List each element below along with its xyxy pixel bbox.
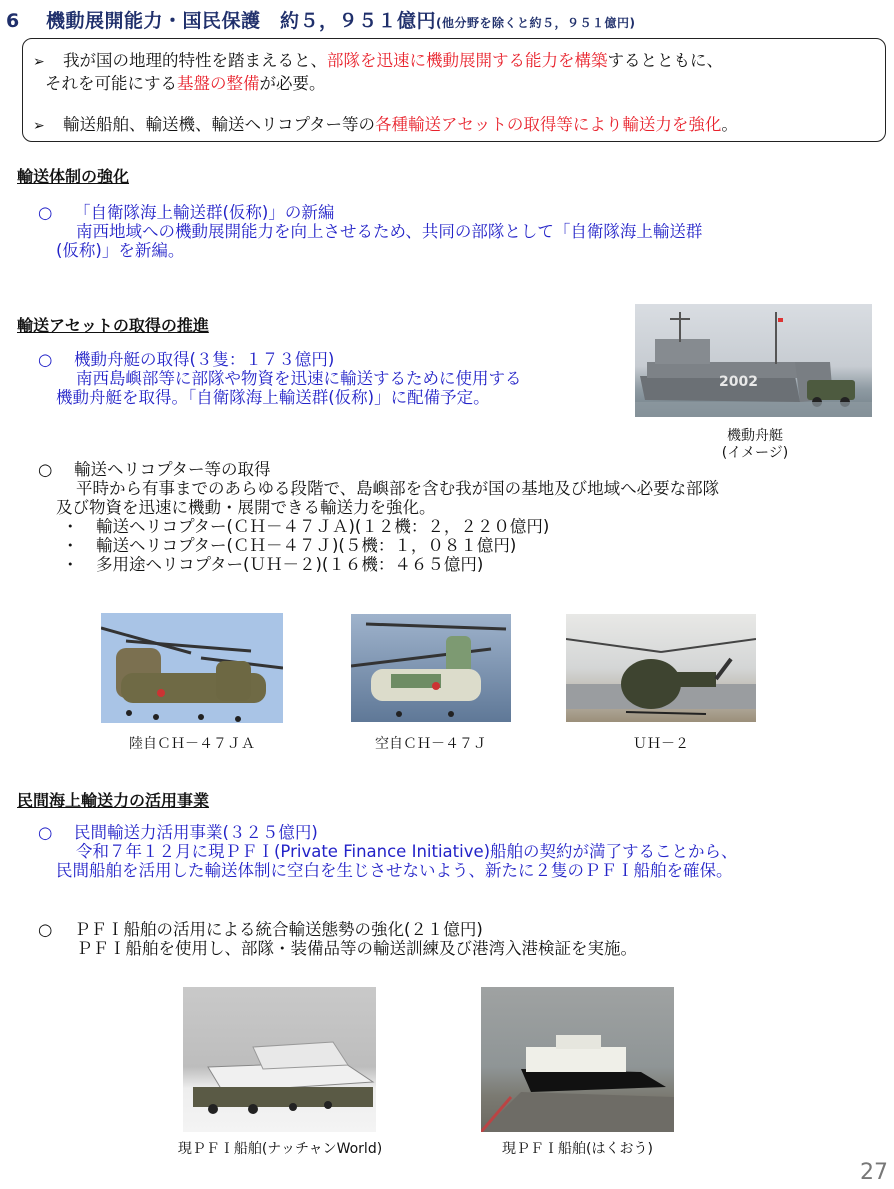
circle-bullet-icon: ○ [38,460,53,479]
heading-transport-system: 輸送体制の強化 [17,167,130,186]
title-note: (他分野を除くと約５，９５１億円) [436,16,636,30]
landing-craft-photo [635,304,872,417]
summary-item-1: ➢ 我が国の地理的特性を踏まえると、部隊を迅速に機動展開する能力を構築するとともに、 [33,51,723,70]
ferry-illustration [481,987,674,1132]
hakuou-photo [481,987,674,1132]
heli-list-item: ・ 輸送ヘリコプター(ＣＨ－４７ＪＡ)(１２機：２，２２０億円) [62,517,550,536]
circle-bullet-icon: ○ [38,203,53,222]
helicopter-item: ○ 輸送ヘリコプター等の取得 平時から有事までのあらゆる段階で、島嶼部を含む我が国の基地及び地域へ必要な部隊 及び物資を迅速に機動・展開できる輸送力を強化。 ・ 輸送ヘリコプター(ＣＨ－４７ＪＡ)(１２機：２，２２０億円) ・ 輸送ヘリコプター(ＣＨ－４７Ｊ)(５機：１，０８１億円) ・ 多用途ヘリコプター(ＵＨ－２)(１６機：４６５億円) [38,460,720,574]
summary-item-1-cont: それを可能にする基盤の整備が必要。 [45,74,326,93]
ch47j-photo [351,614,511,722]
page-title [6,6,636,33]
hakuou-caption: 現ＰＦＩ船舶(はくおう) [502,1141,653,1157]
summary-item-2: ➢ 輸送船舶、輸送機、輸送ヘリコプター等の各種輸送アセットの取得等により輸送力を強化。 [33,115,738,134]
ship-illustration [635,304,872,417]
section-number: 6 [6,10,20,32]
circle-bullet-icon: ○ [38,350,53,369]
uh2-illustration [566,614,756,722]
natchan-world-photo [183,987,376,1132]
civilian-item-1: ○ 民間輸送力活用事業(３２５億円) 令和７年１２月に現ＰＦＩ(Private Finance Initiative)船舶の契約が満了することから、 民間船舶を活用した輸送体制に空白を生じさせないよう、新たに２隻のＰＦＩ船舶を確保。 [38,823,738,880]
heading-assets: 輸送アセットの取得の推進 [17,316,209,335]
ch47j-caption: 空自ＣＨ－４７Ｊ [375,736,487,752]
ch47ja-caption: 陸自ＣＨ－４７ＪＡ [129,736,255,752]
civilian-item-2: ○ ＰＦＩ船舶の活用による統合輸送態勢の強化(２１億円) ＰＦＩ船舶を使用し、部隊・装備品等の輸送訓練及び港湾入港検証を実施。 [38,920,637,958]
boat-photo-caption: 機動舟艇 (イメージ) [721,428,789,461]
summary-box [22,38,886,142]
transport-system-item: ○ 「自衛隊海上輸送群(仮称)」の新編 南西地域への機動展開能力を向上させるため、共同の部隊として「自衛隊海上輸送群 (仮称)」を新編。 [38,203,703,260]
page-number: 27 [860,1160,888,1185]
uh2-caption: ＵＨ－２ [633,736,689,752]
svg-text:2002: 2002 [719,374,758,390]
arrow-right-icon: ➢ [33,118,45,134]
circle-bullet-icon: ○ [38,920,53,939]
boat-item: ○ 機動舟艇の取得(３隻：１７３億円) 南西島嶼部等に部隊や物資を迅速に輸送するために使用する 機動舟艇を取得。「自衛隊海上輸送群(仮称)」に配備予定。 [38,350,522,407]
heading-civilian: 民間海上輸送力の活用事業 [17,791,210,810]
chinook-illustration [101,613,283,723]
arrow-right-icon: ➢ [33,54,45,70]
uh2-photo [566,614,756,722]
ch47ja-photo [101,613,283,723]
title-main: 機動展開能力・国民保護 約５，９５１億円 [46,10,437,32]
ferry-illustration [183,987,376,1132]
heli-list-item: ・ 多用途ヘリコプター(ＵＨ－２)(１６機：４６５億円) [62,555,484,574]
heli-list-item: ・ 輸送ヘリコプター(ＣＨ－４７Ｊ)(５機：１，０８１億円) [62,536,517,555]
circle-bullet-icon: ○ [38,823,53,842]
chinook-illustration [351,614,511,722]
natchan-world-caption: 現ＰＦＩ船舶(ナッチャンWorld) [177,1141,383,1157]
